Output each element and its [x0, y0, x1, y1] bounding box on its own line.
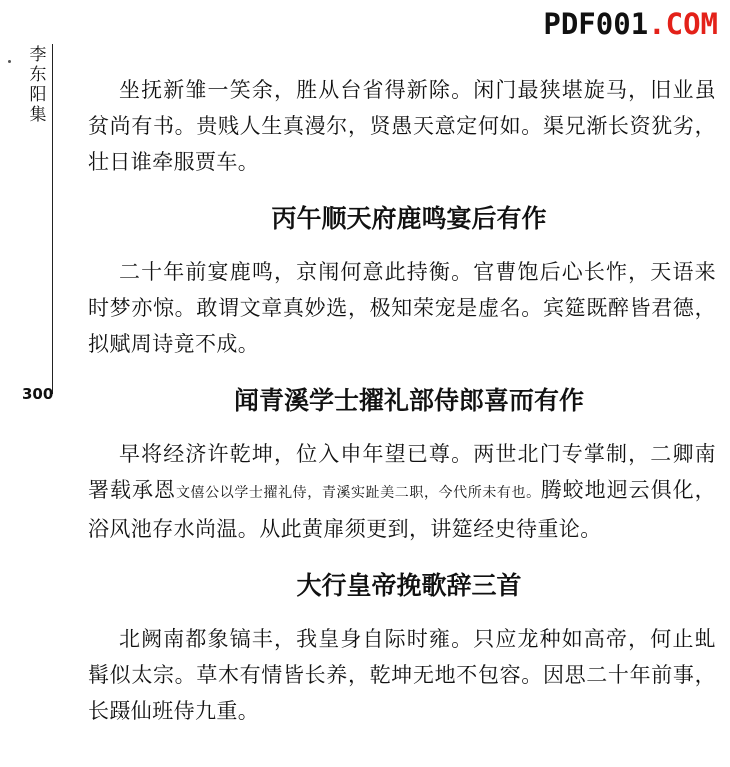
- poem-paragraph-4: 北阙南都象镐丰，我皇身自际时雍。只应龙种如高帝，何止虬髯似太宗。草木有情皆长养，乾坤无地不包容。因思二十年前事，长蹑仙班侍九重。: [88, 627, 716, 723]
- watermark-text-domain: .COM: [648, 7, 718, 41]
- margin-rule: [52, 44, 53, 394]
- poem-title-3: 大行皇帝挽歌辞三首: [296, 571, 522, 600]
- poem-paragraph-1: 坐抚新雏一笑余，胜从台省得新除。闲门最狭堪旋马，旧业虽贫尚有书。贵贱人生真漫尔，贤愚天意定何如。渠兄渐长资犹劣，壮日谁牵服贾车。: [88, 78, 716, 174]
- poem-annotation: 文僖公以学士擢礼侍，青溪实趾美二职，今代所未有也。: [175, 485, 541, 501]
- page-number: 300: [22, 385, 54, 403]
- margin-dot: [8, 60, 11, 63]
- page-body: [88, 72, 716, 729]
- poem-paragraph-3: [88, 436, 716, 547]
- poem-text-3a: 早将经济许乾坤，位入申年望已尊。两世北门专掌制，二卿南署载承恩: [88, 442, 716, 502]
- poem-title-2: 闻青溪学士擢礼部侍郎喜而有作: [233, 386, 584, 415]
- watermark-logo: [543, 6, 718, 42]
- watermark-text-main: PDF001: [543, 7, 649, 41]
- poem-text-3b: 腾蛟地迥云俱化，浴风池存水尚温。从此黄扉须更到，讲筵经史待重论。: [88, 478, 717, 541]
- poem-paragraph-2: 二十年前宴鹿鸣，京闱何意此持衡。官曹饱后心长怍，天语来时梦亦惊。敢谓文章真妙选，极知荣宠是虚名。宾筵既醉皆君德，拟赋周诗竟不成。: [88, 260, 716, 356]
- poem-title-1: 丙午顺天府鹿鸣宴后有作: [271, 204, 547, 233]
- running-book-title: 李东阳集: [29, 45, 47, 125]
